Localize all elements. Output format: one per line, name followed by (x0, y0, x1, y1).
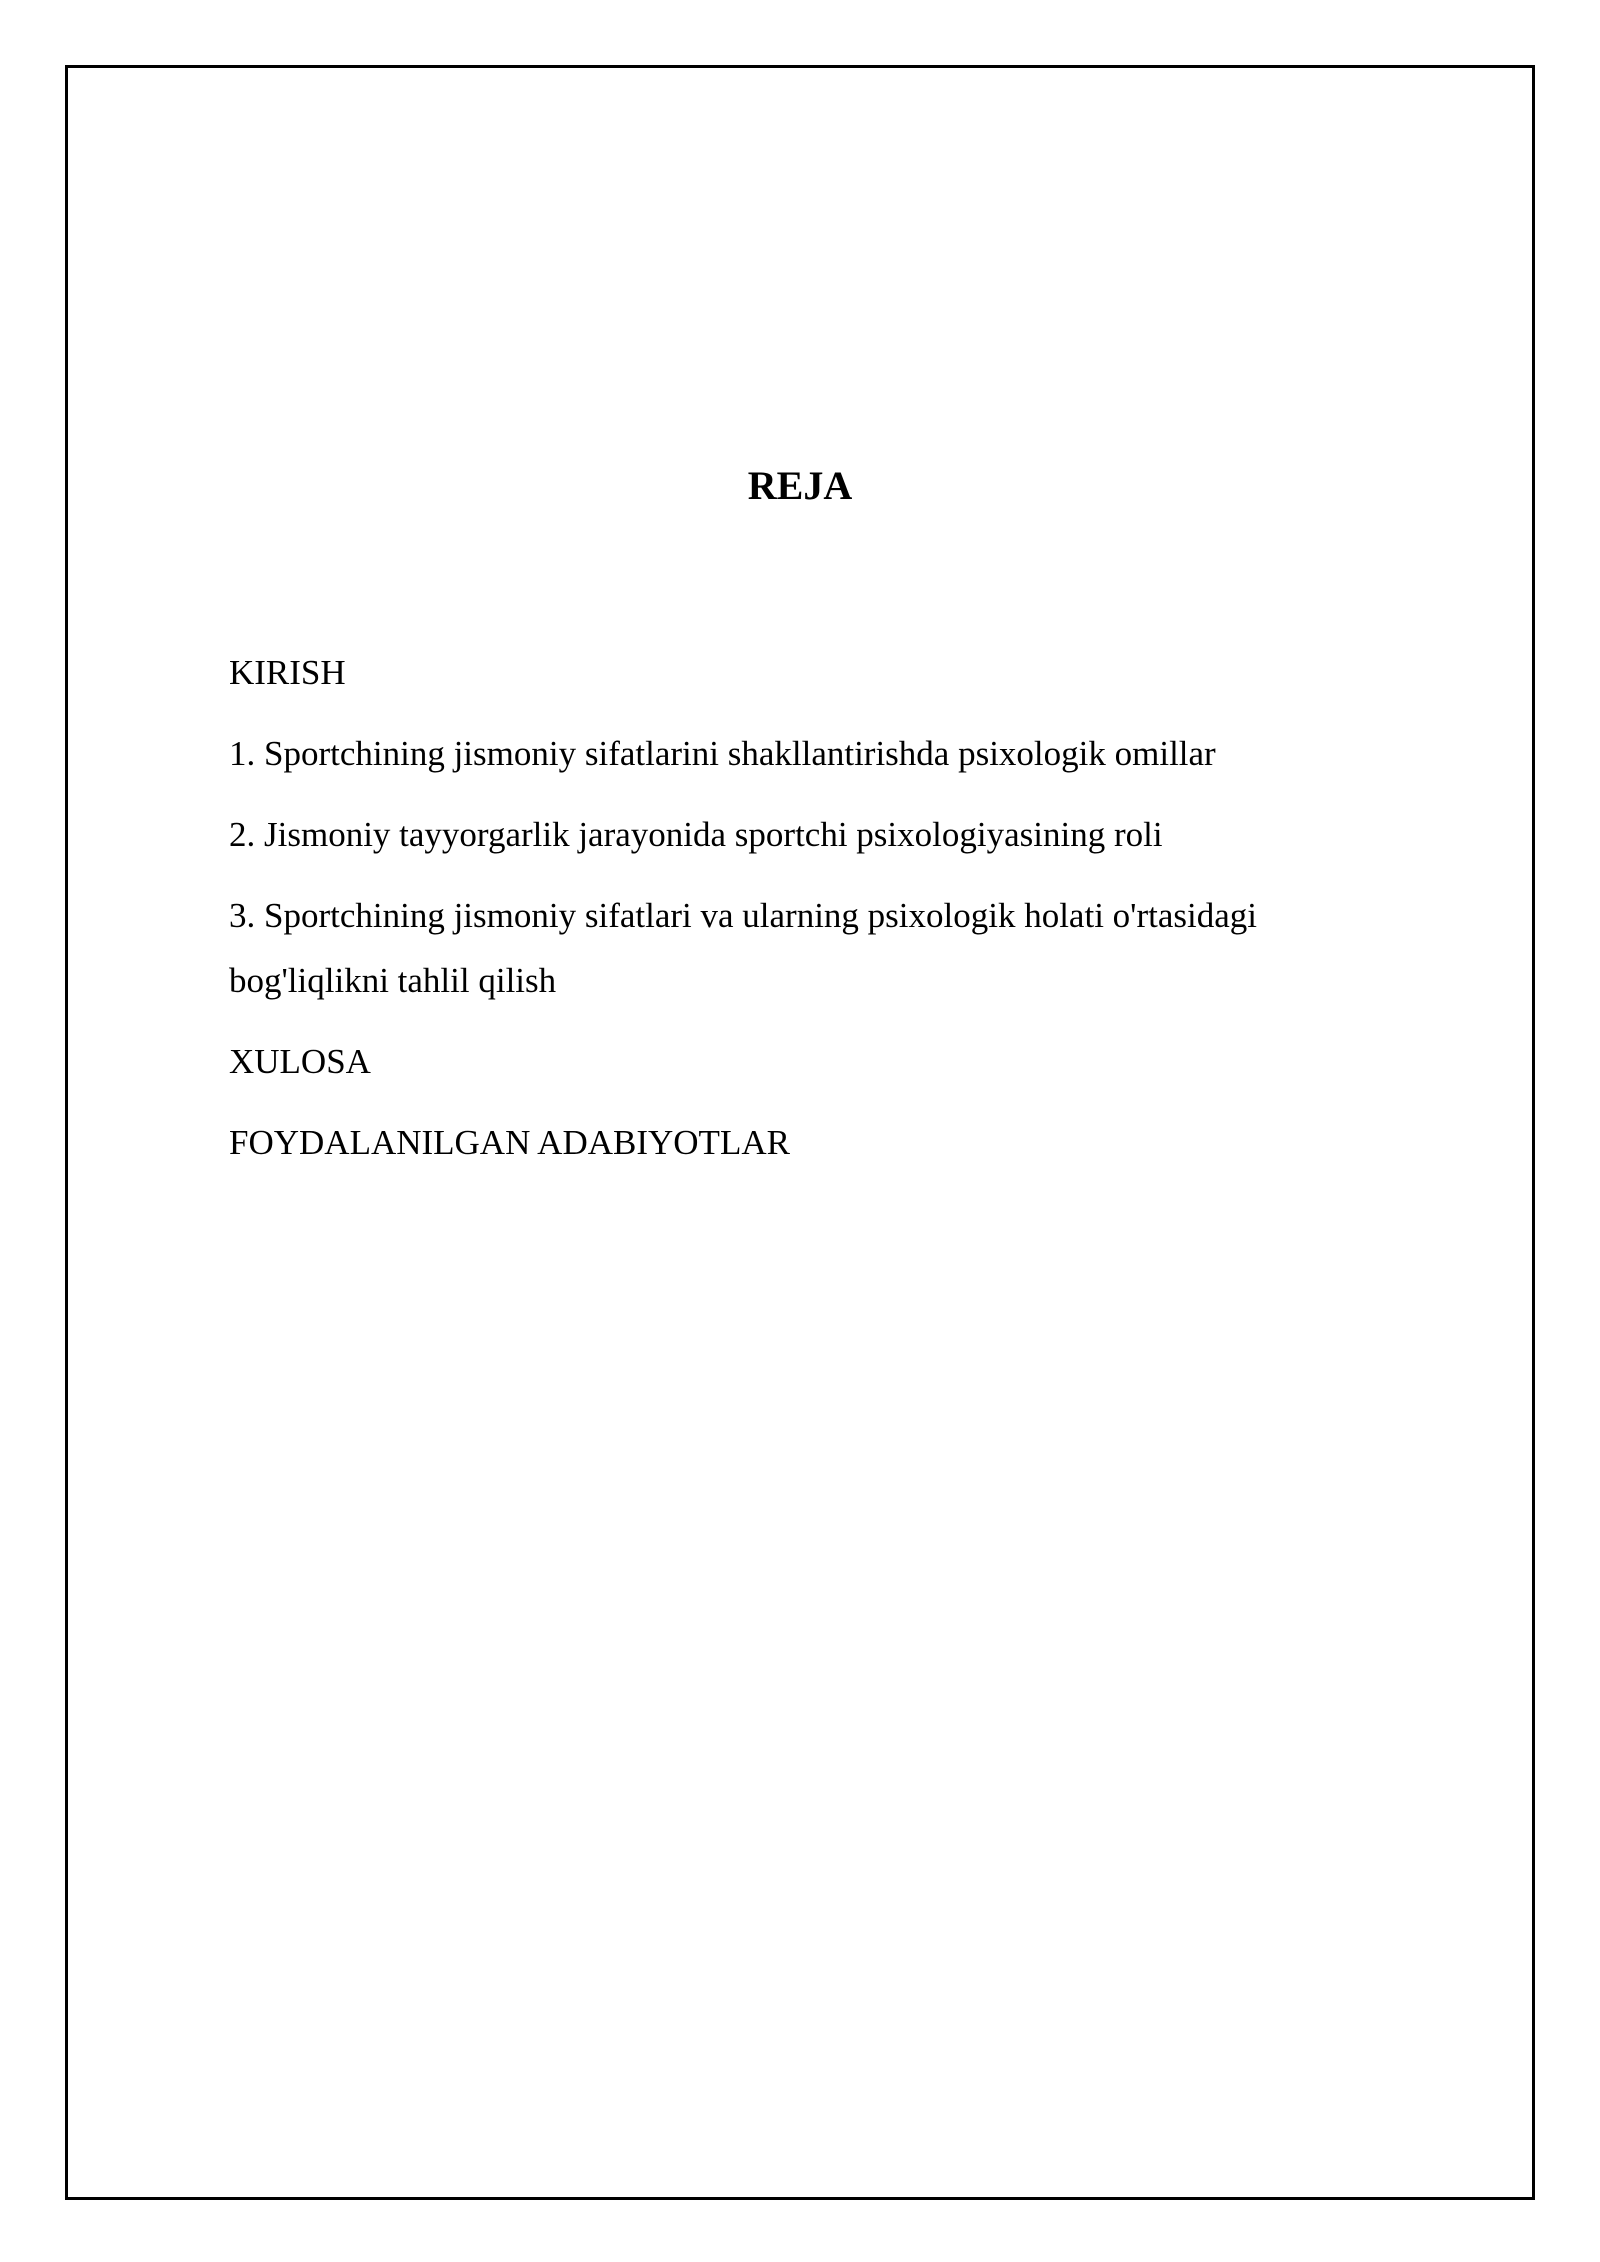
toc-item-3: 3. Sportchining jismoniy sifatlari va ularning psixologik holati o'rtasidagi bog'liqlikni tahlil qilish (229, 896, 1257, 1000)
toc-item-1: 1. Sportchining jismoniy sifatlarini shakllantirishda psixologik omillar (229, 734, 1216, 773)
table-of-contents (229, 640, 1369, 1191)
toc-item-adabiyotlar: FOYDALANILGAN ADABIYOTLAR (229, 1123, 790, 1162)
toc-item-2: 2. Jismoniy tayyorgarlik jarayonida sportchi psixologiyasining roli (229, 815, 1163, 854)
page-title: REJA (747, 463, 853, 508)
toc-item-xulosa: XULOSA (229, 1042, 371, 1081)
toc-item-kirish: KIRISH (229, 653, 346, 692)
